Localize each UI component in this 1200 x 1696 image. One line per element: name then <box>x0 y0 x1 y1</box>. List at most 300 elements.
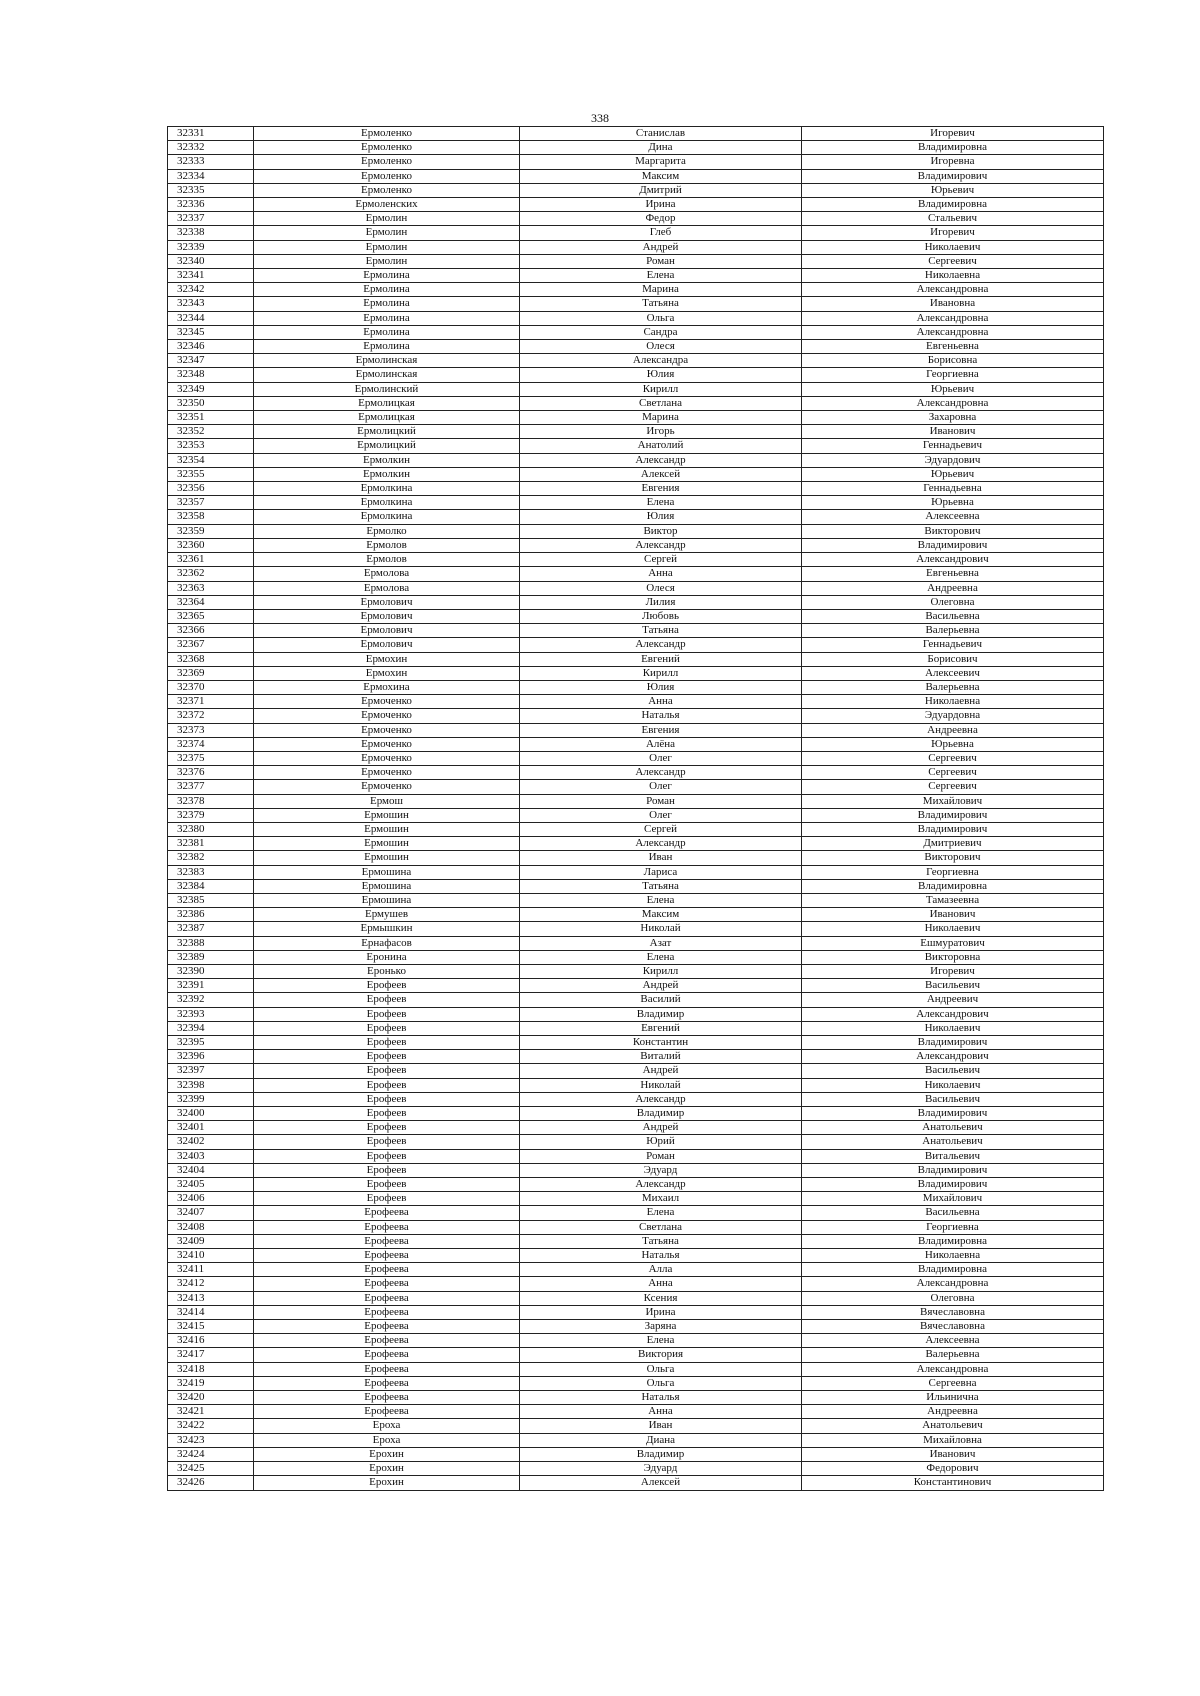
surname-cell: Ерофеев <box>254 1021 520 1035</box>
given-name-cell: Юлия <box>520 368 802 382</box>
entry-number: 32360 <box>168 538 254 552</box>
entry-number: 32350 <box>168 396 254 410</box>
surname-cell: Ерофеев <box>254 1050 520 1064</box>
name-registry-table <box>167 126 1104 1491</box>
patronymic-cell: Олеговна <box>802 1291 1104 1305</box>
patronymic-cell: Сергеевич <box>802 766 1104 780</box>
given-name-cell: Лилия <box>520 595 802 609</box>
entry-number: 32382 <box>168 851 254 865</box>
patronymic-cell: Сергеевич <box>802 780 1104 794</box>
entry-number: 32392 <box>168 993 254 1007</box>
table-row <box>168 524 1104 538</box>
patronymic-cell: Игоревна <box>802 155 1104 169</box>
patronymic-cell: Геннадьевна <box>802 482 1104 496</box>
given-name-cell: Глеб <box>520 226 802 240</box>
entry-number: 32407 <box>168 1206 254 1220</box>
patronymic-cell: Эдуардовна <box>802 709 1104 723</box>
entry-number: 32373 <box>168 723 254 737</box>
entry-number: 32385 <box>168 893 254 907</box>
entry-number: 32378 <box>168 794 254 808</box>
table-row <box>168 1476 1104 1490</box>
patronymic-cell: Александровна <box>802 1362 1104 1376</box>
patronymic-cell: Евгеньевна <box>802 340 1104 354</box>
surname-cell: Ерофеева <box>254 1348 520 1362</box>
entry-number: 32399 <box>168 1092 254 1106</box>
table-row <box>168 837 1104 851</box>
table-row <box>168 1121 1104 1135</box>
entry-number: 32379 <box>168 808 254 822</box>
table-row <box>168 538 1104 552</box>
patronymic-cell: Сергеевич <box>802 751 1104 765</box>
patronymic-cell: Алексеевна <box>802 1334 1104 1348</box>
patronymic-cell: Ешмуратович <box>802 936 1104 950</box>
table-row <box>168 936 1104 950</box>
patronymic-cell: Владимирович <box>802 808 1104 822</box>
entry-number: 32369 <box>168 666 254 680</box>
patronymic-cell: Геннадьевич <box>802 439 1104 453</box>
surname-cell: Ерофеев <box>254 1192 520 1206</box>
table-row <box>168 1206 1104 1220</box>
surname-cell: Ермоченко <box>254 723 520 737</box>
given-name-cell: Олеся <box>520 581 802 595</box>
given-name-cell: Виталий <box>520 1050 802 1064</box>
patronymic-cell: Эдуардович <box>802 453 1104 467</box>
entry-number: 32363 <box>168 581 254 595</box>
surname-cell: Ермолович <box>254 609 520 623</box>
patronymic-cell: Витальевич <box>802 1149 1104 1163</box>
table-row <box>168 1348 1104 1362</box>
entry-number: 32336 <box>168 198 254 212</box>
surname-cell: Ермолов <box>254 553 520 567</box>
entry-number: 32390 <box>168 964 254 978</box>
table-row <box>168 680 1104 694</box>
patronymic-cell: Андреевич <box>802 993 1104 1007</box>
surname-cell: Ерофеева <box>254 1249 520 1263</box>
patronymic-cell: Владимировна <box>802 1234 1104 1248</box>
entry-number: 32426 <box>168 1476 254 1490</box>
table-row <box>168 993 1104 1007</box>
given-name-cell: Анна <box>520 1405 802 1419</box>
surname-cell: Ермошин <box>254 808 520 822</box>
entry-number: 32423 <box>168 1433 254 1447</box>
table-row <box>168 453 1104 467</box>
table-row <box>168 766 1104 780</box>
table-row <box>168 1419 1104 1433</box>
surname-cell: Ерофеева <box>254 1277 520 1291</box>
table-row <box>168 709 1104 723</box>
patronymic-cell: Александровна <box>802 283 1104 297</box>
table-row <box>168 595 1104 609</box>
surname-cell: Ермолович <box>254 624 520 638</box>
given-name-cell: Дмитрий <box>520 183 802 197</box>
given-name-cell: Александр <box>520 638 802 652</box>
patronymic-cell: Алексеевич <box>802 666 1104 680</box>
table-row <box>168 1320 1104 1334</box>
given-name-cell: Владимир <box>520 1007 802 1021</box>
patronymic-cell: Александрович <box>802 1050 1104 1064</box>
given-name-cell: Иван <box>520 851 802 865</box>
surname-cell: Еронько <box>254 964 520 978</box>
given-name-cell: Алёна <box>520 737 802 751</box>
given-name-cell: Андрей <box>520 1064 802 1078</box>
given-name-cell: Наталья <box>520 1391 802 1405</box>
entry-number: 32335 <box>168 183 254 197</box>
entry-number: 32371 <box>168 695 254 709</box>
surname-cell: Ермолицкая <box>254 411 520 425</box>
patronymic-cell: Олеговна <box>802 595 1104 609</box>
entry-number: 32361 <box>168 553 254 567</box>
entry-number: 32347 <box>168 354 254 368</box>
patronymic-cell: Валерьевна <box>802 680 1104 694</box>
entry-number: 32393 <box>168 1007 254 1021</box>
patronymic-cell: Владимирович <box>802 1178 1104 1192</box>
surname-cell: Ермошина <box>254 879 520 893</box>
entry-number: 32386 <box>168 908 254 922</box>
surname-cell: Ерофеев <box>254 1135 520 1149</box>
given-name-cell: Елена <box>520 950 802 964</box>
given-name-cell: Татьяна <box>520 1234 802 1248</box>
entry-number: 32394 <box>168 1021 254 1035</box>
table-row <box>168 950 1104 964</box>
surname-cell: Ерофеев <box>254 1163 520 1177</box>
entry-number: 32341 <box>168 269 254 283</box>
patronymic-cell: Юрьевич <box>802 467 1104 481</box>
entry-number: 32397 <box>168 1064 254 1078</box>
surname-cell: Ерофеев <box>254 1064 520 1078</box>
entry-number: 32391 <box>168 979 254 993</box>
surname-cell: Ермошина <box>254 865 520 879</box>
surname-cell: Ермолко <box>254 524 520 538</box>
entry-number: 32413 <box>168 1291 254 1305</box>
patronymic-cell: Игоревич <box>802 226 1104 240</box>
surname-cell: Ермолов <box>254 538 520 552</box>
surname-cell: Ерофеева <box>254 1291 520 1305</box>
table-row <box>168 1220 1104 1234</box>
table-row <box>168 1263 1104 1277</box>
surname-cell: Ермолкина <box>254 510 520 524</box>
given-name-cell: Анна <box>520 695 802 709</box>
given-name-cell: Андрей <box>520 979 802 993</box>
patronymic-cell: Захаровна <box>802 411 1104 425</box>
table-row <box>168 396 1104 410</box>
patronymic-cell: Васильевна <box>802 609 1104 623</box>
surname-cell: Ермолицкий <box>254 425 520 439</box>
surname-cell: Ерофеева <box>254 1263 520 1277</box>
surname-cell: Ермолина <box>254 269 520 283</box>
page-number: 338 <box>591 111 609 125</box>
table-row <box>168 141 1104 155</box>
given-name-cell: Эдуард <box>520 1163 802 1177</box>
surname-cell: Ерохин <box>254 1447 520 1461</box>
entry-number: 32376 <box>168 766 254 780</box>
given-name-cell: Александр <box>520 837 802 851</box>
given-name-cell: Юлия <box>520 680 802 694</box>
table-row <box>168 1107 1104 1121</box>
given-name-cell: Заряна <box>520 1320 802 1334</box>
given-name-cell: Виктория <box>520 1348 802 1362</box>
table-row <box>168 553 1104 567</box>
table-row <box>168 1192 1104 1206</box>
patronymic-cell: Владимирович <box>802 169 1104 183</box>
table-row <box>168 510 1104 524</box>
patronymic-cell: Николаевна <box>802 269 1104 283</box>
entry-number: 32414 <box>168 1305 254 1319</box>
given-name-cell: Александра <box>520 354 802 368</box>
surname-cell: Ермолин <box>254 212 520 226</box>
given-name-cell: Федор <box>520 212 802 226</box>
patronymic-cell: Владимировна <box>802 1263 1104 1277</box>
given-name-cell: Олег <box>520 751 802 765</box>
given-name-cell: Эдуард <box>520 1462 802 1476</box>
table-row <box>168 283 1104 297</box>
entry-number: 32370 <box>168 680 254 694</box>
patronymic-cell: Васильевич <box>802 979 1104 993</box>
entry-number: 32412 <box>168 1277 254 1291</box>
surname-cell: Ермоченко <box>254 751 520 765</box>
entry-number: 32424 <box>168 1447 254 1461</box>
given-name-cell: Александр <box>520 766 802 780</box>
surname-cell: Ермоченко <box>254 780 520 794</box>
table-row <box>168 865 1104 879</box>
given-name-cell: Ирина <box>520 1305 802 1319</box>
entry-number: 32403 <box>168 1149 254 1163</box>
entry-number: 32349 <box>168 382 254 396</box>
entry-number: 32344 <box>168 311 254 325</box>
surname-cell: Ермолкин <box>254 467 520 481</box>
patronymic-cell: Андреевна <box>802 723 1104 737</box>
given-name-cell: Кирилл <box>520 964 802 978</box>
surname-cell: Ерофеев <box>254 993 520 1007</box>
patronymic-cell: Николаевич <box>802 240 1104 254</box>
entry-number: 32420 <box>168 1391 254 1405</box>
entry-number: 32332 <box>168 141 254 155</box>
table-row <box>168 979 1104 993</box>
table-row <box>168 1163 1104 1177</box>
surname-cell: Ермоченко <box>254 695 520 709</box>
patronymic-cell: Анатольевич <box>802 1419 1104 1433</box>
entry-number: 32345 <box>168 325 254 339</box>
table-row <box>168 1007 1104 1021</box>
entry-number: 32338 <box>168 226 254 240</box>
surname-cell: Ермоленко <box>254 155 520 169</box>
given-name-cell: Виктор <box>520 524 802 538</box>
table-row <box>168 183 1104 197</box>
given-name-cell: Николай <box>520 922 802 936</box>
given-name-cell: Дина <box>520 141 802 155</box>
entry-number: 32359 <box>168 524 254 538</box>
patronymic-cell: Васильевна <box>802 1206 1104 1220</box>
surname-cell: Ерофеев <box>254 1078 520 1092</box>
patronymic-cell: Александровна <box>802 1277 1104 1291</box>
table-row <box>168 1036 1104 1050</box>
given-name-cell: Алексей <box>520 1476 802 1490</box>
entry-number: 32384 <box>168 879 254 893</box>
surname-cell: Ерофеев <box>254 1092 520 1106</box>
entry-number: 32415 <box>168 1320 254 1334</box>
patronymic-cell: Николаевич <box>802 1078 1104 1092</box>
surname-cell: Ерофеева <box>254 1234 520 1248</box>
patronymic-cell: Борисович <box>802 652 1104 666</box>
surname-cell: Ероха <box>254 1419 520 1433</box>
entry-number: 32388 <box>168 936 254 950</box>
given-name-cell: Владимир <box>520 1107 802 1121</box>
table-row <box>168 624 1104 638</box>
patronymic-cell: Валерьевна <box>802 624 1104 638</box>
given-name-cell: Кирилл <box>520 382 802 396</box>
given-name-cell: Максим <box>520 908 802 922</box>
surname-cell: Ермолин <box>254 240 520 254</box>
surname-cell: Ермошин <box>254 822 520 836</box>
table-row <box>168 751 1104 765</box>
surname-cell: Ермолина <box>254 340 520 354</box>
table-row <box>168 496 1104 510</box>
entry-number: 32389 <box>168 950 254 964</box>
entry-number: 32333 <box>168 155 254 169</box>
entry-number: 32416 <box>168 1334 254 1348</box>
patronymic-cell: Вячеславовна <box>802 1305 1104 1319</box>
surname-cell: Ерохин <box>254 1476 520 1490</box>
table-row <box>168 723 1104 737</box>
patronymic-cell: Владимирович <box>802 1036 1104 1050</box>
table-row <box>168 1149 1104 1163</box>
table-row <box>168 325 1104 339</box>
given-name-cell: Татьяна <box>520 879 802 893</box>
surname-cell: Ермолина <box>254 297 520 311</box>
surname-cell: Ернафасов <box>254 936 520 950</box>
surname-cell: Ермоленко <box>254 169 520 183</box>
patronymic-cell: Владимировна <box>802 879 1104 893</box>
surname-cell: Ермохин <box>254 652 520 666</box>
surname-cell: Ермолина <box>254 325 520 339</box>
entry-number: 32418 <box>168 1362 254 1376</box>
entry-number: 32408 <box>168 1220 254 1234</box>
patronymic-cell: Ильинична <box>802 1391 1104 1405</box>
entry-number: 32342 <box>168 283 254 297</box>
patronymic-cell: Александрович <box>802 1007 1104 1021</box>
surname-cell: Ерофеева <box>254 1362 520 1376</box>
entry-number: 32334 <box>168 169 254 183</box>
surname-cell: Ерофеева <box>254 1320 520 1334</box>
given-name-cell: Олеся <box>520 340 802 354</box>
patronymic-cell: Геннадьевич <box>802 638 1104 652</box>
table-row <box>168 1092 1104 1106</box>
given-name-cell: Станислав <box>520 127 802 141</box>
surname-cell: Ермошина <box>254 893 520 907</box>
surname-cell: Ермошин <box>254 837 520 851</box>
patronymic-cell: Андреевна <box>802 581 1104 595</box>
given-name-cell: Роман <box>520 254 802 268</box>
given-name-cell: Светлана <box>520 1220 802 1234</box>
table-row <box>168 1050 1104 1064</box>
patronymic-cell: Федорович <box>802 1462 1104 1476</box>
entry-number: 32421 <box>168 1405 254 1419</box>
surname-cell: Ермоленко <box>254 183 520 197</box>
table-row <box>168 1249 1104 1263</box>
table-row <box>168 1447 1104 1461</box>
patronymic-cell: Николаевна <box>802 695 1104 709</box>
table-row <box>168 340 1104 354</box>
given-name-cell: Алексей <box>520 467 802 481</box>
entry-number: 32411 <box>168 1263 254 1277</box>
patronymic-cell: Георгиевна <box>802 368 1104 382</box>
surname-cell: Ермолин <box>254 226 520 240</box>
patronymic-cell: Иванович <box>802 1447 1104 1461</box>
patronymic-cell: Николаевич <box>802 1021 1104 1035</box>
given-name-cell: Елена <box>520 1206 802 1220</box>
table-row <box>168 1362 1104 1376</box>
entry-number: 32381 <box>168 837 254 851</box>
entry-number: 32406 <box>168 1192 254 1206</box>
surname-cell: Ермоченко <box>254 737 520 751</box>
table-row <box>168 581 1104 595</box>
patronymic-cell: Михайловна <box>802 1433 1104 1447</box>
registry-body <box>168 127 1104 1491</box>
patronymic-cell: Сергеевна <box>802 1376 1104 1390</box>
patronymic-cell: Александровна <box>802 325 1104 339</box>
table-row <box>168 666 1104 680</box>
surname-cell: Ермолина <box>254 283 520 297</box>
table-row <box>168 609 1104 623</box>
patronymic-cell: Иванович <box>802 425 1104 439</box>
patronymic-cell: Валерьевна <box>802 1348 1104 1362</box>
surname-cell: Ермолин <box>254 254 520 268</box>
given-name-cell: Евгений <box>520 1021 802 1035</box>
table-row <box>168 354 1104 368</box>
patronymic-cell: Владимировна <box>802 198 1104 212</box>
given-name-cell: Алла <box>520 1263 802 1277</box>
given-name-cell: Елена <box>520 893 802 907</box>
table-row <box>168 1334 1104 1348</box>
surname-cell: Ермоченко <box>254 766 520 780</box>
given-name-cell: Ольга <box>520 1376 802 1390</box>
given-name-cell: Лариса <box>520 865 802 879</box>
given-name-cell: Елена <box>520 496 802 510</box>
table-row <box>168 851 1104 865</box>
given-name-cell: Александр <box>520 538 802 552</box>
given-name-cell: Александр <box>520 453 802 467</box>
entry-number: 32348 <box>168 368 254 382</box>
patronymic-cell: Владимирович <box>802 1107 1104 1121</box>
given-name-cell: Наталья <box>520 1249 802 1263</box>
surname-cell: Ерофеева <box>254 1220 520 1234</box>
table-row <box>168 1462 1104 1476</box>
given-name-cell: Анатолий <box>520 439 802 453</box>
given-name-cell: Евгения <box>520 482 802 496</box>
entry-number: 32367 <box>168 638 254 652</box>
table-row <box>168 269 1104 283</box>
table-row <box>168 467 1104 481</box>
surname-cell: Ерофеева <box>254 1405 520 1419</box>
surname-cell: Ерофеева <box>254 1305 520 1319</box>
table-row <box>168 893 1104 907</box>
patronymic-cell: Алексеевна <box>802 510 1104 524</box>
surname-cell: Ермошин <box>254 851 520 865</box>
surname-cell: Ерофеева <box>254 1334 520 1348</box>
patronymic-cell: Анатольевич <box>802 1121 1104 1135</box>
given-name-cell: Владимир <box>520 1447 802 1461</box>
entry-number: 32401 <box>168 1121 254 1135</box>
surname-cell: Ерофеева <box>254 1391 520 1405</box>
table-row <box>168 1291 1104 1305</box>
given-name-cell: Татьяна <box>520 624 802 638</box>
surname-cell: Ермоченко <box>254 709 520 723</box>
patronymic-cell: Юрьевич <box>802 382 1104 396</box>
table-row <box>168 226 1104 240</box>
patronymic-cell: Васильевич <box>802 1064 1104 1078</box>
entry-number: 32358 <box>168 510 254 524</box>
given-name-cell: Юлия <box>520 510 802 524</box>
given-name-cell: Александр <box>520 1092 802 1106</box>
